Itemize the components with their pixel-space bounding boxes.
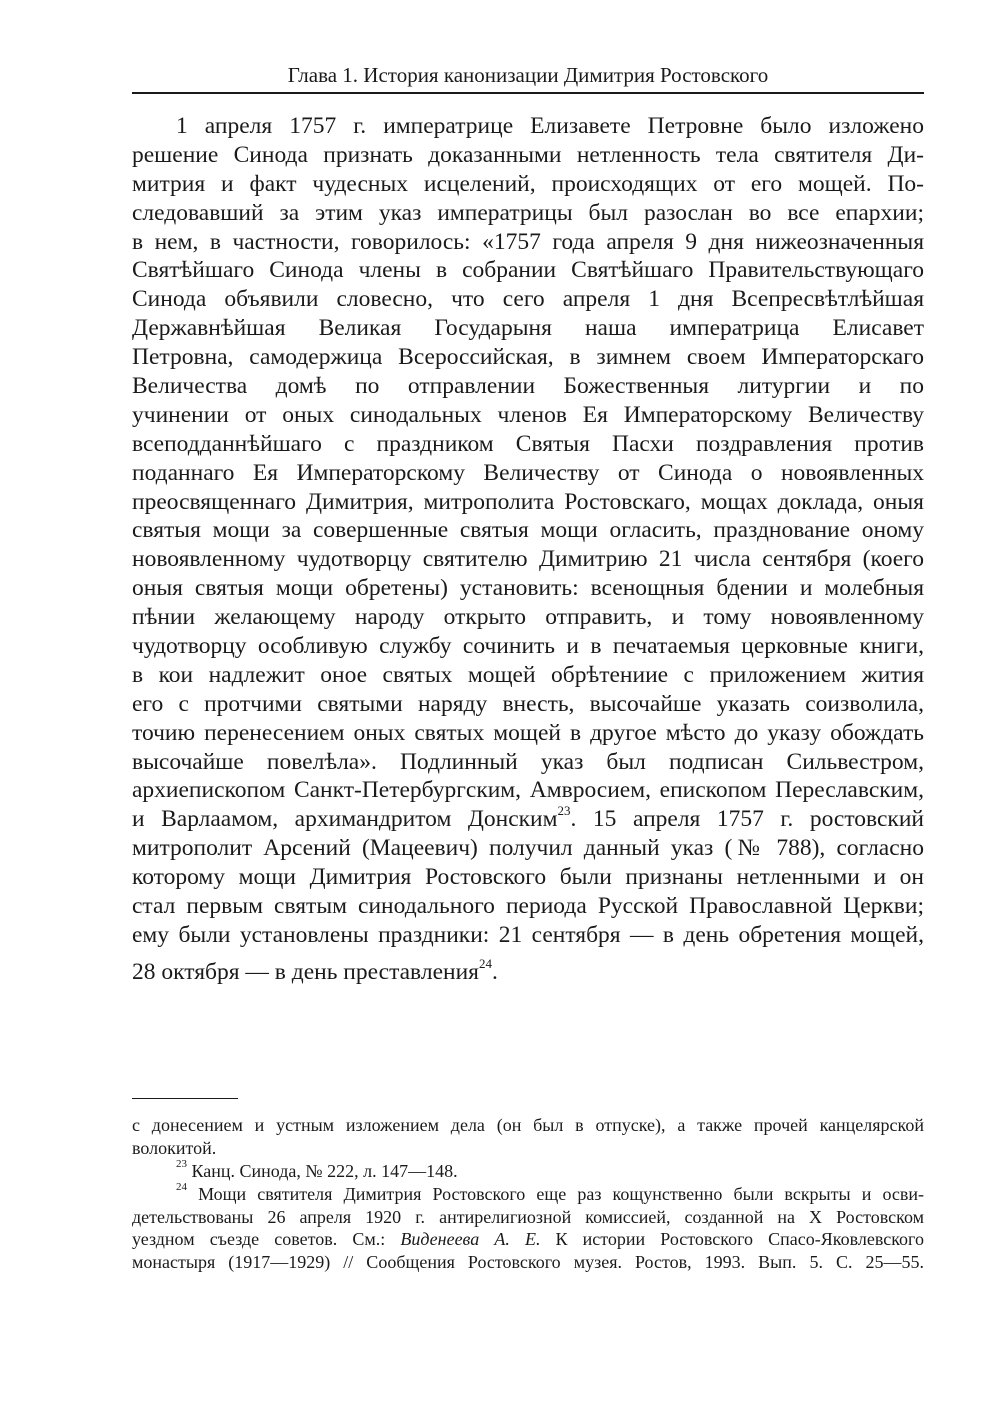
text-fragment: и Варлаамом, архимандритом Донским: [132, 806, 558, 833]
text-line: оныя святыя мощи обретены) установить: всенощныя бдении и молебныя: [132, 575, 924, 602]
footnote-author: Виденеева А. Е.: [400, 1229, 541, 1250]
text-line: преосвященнаго Димитрия, митрополита Ростовскаго, мощах доклада, оныя: [132, 488, 924, 515]
text-line: в нем, в частности, говорилось: «1757 года апреля 9 дня нижеозначенныя: [132, 228, 924, 255]
footnote-text: Мощи святителя Димитрия Ростовского еще раз кощунственно были вскрыты и осви-: [198, 1183, 925, 1204]
footnote-continued-line: с донесением и устным изложением дела (он был в отпуске), а также прочей канцелярской: [132, 1115, 924, 1135]
text-line-with-ref: [132, 805, 924, 834]
text-line: поданнаго Ея Императорскому Величеству от Синода о новоявленных: [132, 459, 924, 486]
text-line: высочайше повелѣла». Подлинный указ был подписан Сильвестром,: [132, 748, 924, 775]
text-line: его с протчими святыми наряду внесть, высочайше указать соизволила,: [132, 690, 924, 717]
text-line: архиепископом Санкт-Петербургским, Амвросием, епископом Переславским,: [132, 777, 924, 804]
text-line: учинении от оных синодальных членов Ея Императорскому Величеству: [132, 401, 924, 428]
text-fragment: .: [491, 958, 498, 985]
text-fragment: 28 октября — в день преставления: [132, 958, 479, 985]
main-text: [132, 112, 924, 987]
text-line: следовавший за этим указ императрицы был разослан во все епархии;: [132, 199, 924, 226]
text-line: решение Синода признать доказанными нетленность тела святителя Ди-: [132, 141, 924, 168]
footnote-ref-24: 24: [478, 955, 492, 971]
text-line: Державнѣйшая Великая Государыня наша императрица Елисавет: [132, 315, 924, 342]
text-line: пѣнии желающему народу открыто отправить, и тому новоявленному: [132, 604, 924, 631]
footnote-continued-line: волокитой.: [132, 1137, 217, 1158]
text-line: Святѣйшаго Синода члены в собрании Святѣйшаго Правительствующаго: [132, 257, 924, 284]
text-line: всеподданнѣйшаго с праздником Святыя Пасхи поздравления против: [132, 430, 924, 457]
text-line: Петровна, самодержица Всероссийская, в зимнем своем Императорскаго: [132, 344, 924, 371]
footnote-line: [132, 1228, 924, 1251]
footnote-mark-23: 23: [176, 1157, 187, 1170]
header-rule: [132, 92, 924, 94]
footnote-text: уездном съезде советов. См.:: [132, 1229, 401, 1250]
text-line: точию перенесением оных святых мощей в другое мѣсто до указу обождать: [132, 719, 924, 746]
text-fragment: . 15 апреля 1757 г. ростовский: [570, 806, 924, 833]
text-line: в кои надлежит оное святых мощей обрѣтениие с приложением жития: [132, 661, 924, 688]
footnote-ref-23: 23: [557, 803, 571, 819]
text-line: Синода объявили словесно, что сего апреля 1 дня Всепресвѣтлѣйшая: [132, 286, 924, 313]
footnote-mark-24: 24: [176, 1180, 187, 1193]
footnotes: [132, 1114, 924, 1274]
text-line: которому мощи Димитрия Ростовского были признаны нетленными и он: [132, 864, 924, 891]
footnote-line: детельствованы 26 апреля 1920 г. антирелигиозной комиссией, созданной на X Ростовском: [132, 1206, 924, 1227]
text-line: новоявленному чудотворцу святителю Димитрию 21 числа сентября (коего: [132, 546, 924, 573]
footnote-text: К истории Ростовского Спасо-Яковлевского: [540, 1229, 924, 1250]
footnote-line: монастыря (1917—1929) // Сообщения Ростовского музея. Ростов, 1993. Вып. 5. С. 25—55.: [132, 1252, 924, 1273]
text-line: святыя мощи за совершенные святыя мощи огласить, празднование оному: [132, 517, 924, 544]
text-line: митрия и факт чудесных исцелений, происходящих от его мощей. По-: [132, 170, 924, 197]
text-line: стал первым святым синодального периода Русской Православной Церкви;: [132, 893, 924, 920]
footnote-24: [132, 1180, 925, 1206]
text-line: ему были установлены праздники: 21 сентября — в день обретения мощей,: [132, 921, 924, 948]
running-head: Глава 1. История канонизации Димитрия Ростовского: [287, 63, 769, 87]
text-line-with-ref: [132, 955, 924, 987]
text-line: Величества домѣ по отправлении Божественныя литургии и по: [132, 373, 924, 400]
footnote-text: Канц. Синода, № 222, л. 147—148.: [191, 1160, 458, 1181]
text-line: 1 апреля 1757 г. императрице Елизавете Петровне было изложено: [176, 113, 924, 139]
text-line: чудотворцу особливую службу сочинить и в печатаемыя церковные книги,: [132, 633, 924, 660]
text-line: митрополит Арсений (Мацеевич) получил данный указ (№ 788), согласно: [132, 835, 924, 862]
footnote-rule: [132, 1098, 238, 1099]
footnote-23: [132, 1157, 924, 1183]
